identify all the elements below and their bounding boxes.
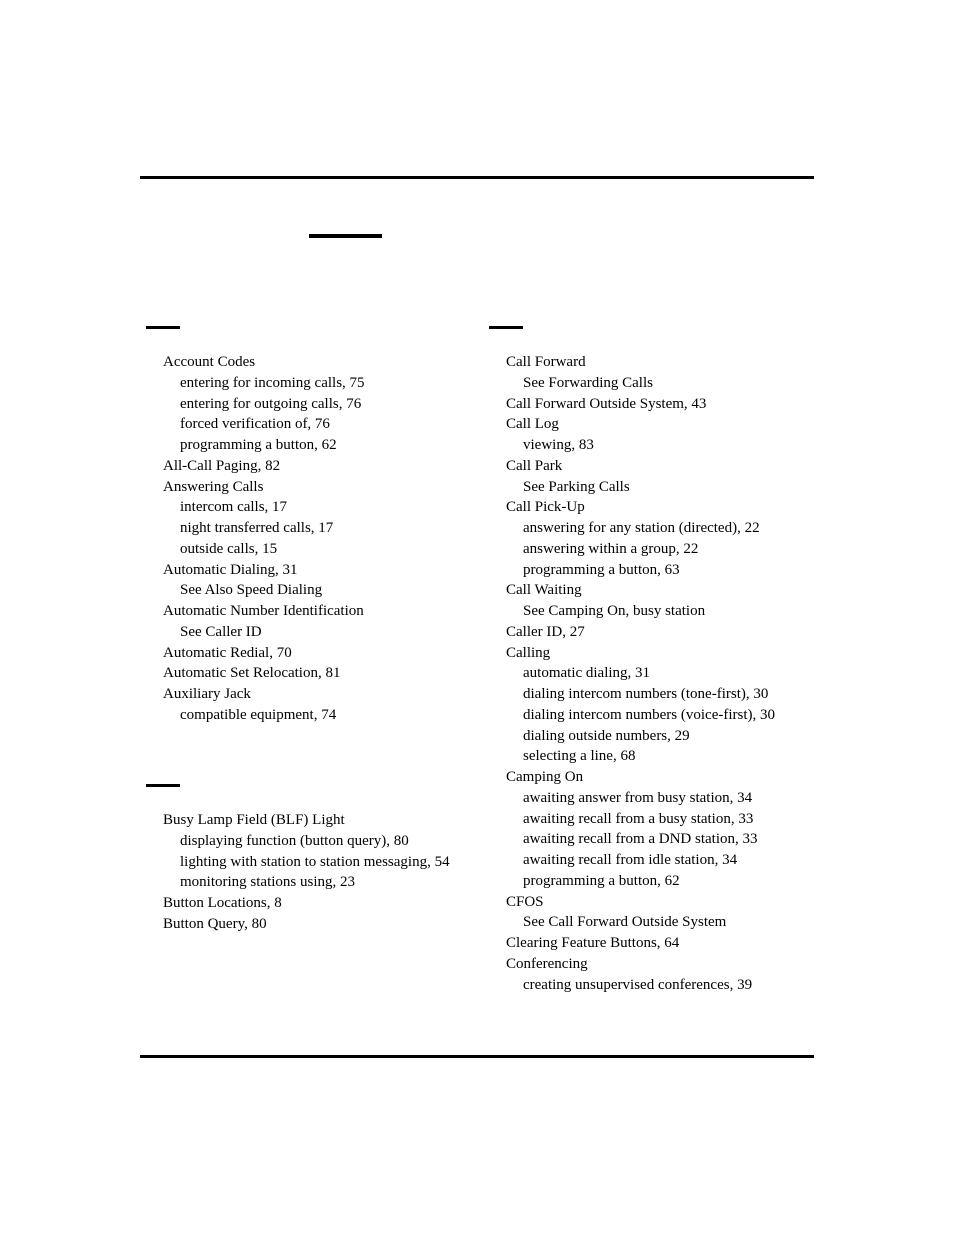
index-entry: Clearing Feature Buttons, 64 (506, 935, 680, 951)
index-entry: Automatic Redial, 70 (163, 644, 292, 661)
index-subentry: viewing, 83 (523, 437, 594, 453)
index-subentry: dialing intercom numbers (voice-first), 30 (523, 706, 776, 723)
index-subentry: answering within a group, 22 (523, 540, 699, 557)
index-subentry: monitoring stations using, 23 (180, 874, 356, 891)
index-entry: Automatic Number Identification (163, 603, 364, 619)
index-section-b (163, 810, 493, 935)
index-subentry: programming a button, 62 (180, 437, 337, 453)
index-section-c (506, 352, 836, 995)
index-subentry: entering for outgoing calls, 76 (180, 395, 362, 412)
index-subentry: awaiting recall from a busy station, 33 (523, 810, 754, 827)
index-entry: Call Waiting (506, 582, 582, 599)
index-subentry: selecting a line, 68 (523, 748, 636, 765)
index-subentry: outside calls, 15 (180, 540, 278, 557)
index-entry: Call Park (506, 457, 563, 474)
index-entry: Call Pick-Up (506, 499, 585, 516)
index-subentry: awaiting recall from idle station, 34 (523, 852, 738, 868)
index-subentry: dialing outside numbers, 29 (523, 727, 690, 744)
index-subentry: automatic dialing, 31 (523, 665, 651, 682)
index-subentry: programming a button, 63 (523, 561, 680, 578)
index-subentry: See Parking Calls (523, 478, 630, 495)
index-entry: Call Log (506, 416, 559, 433)
entry-list (506, 352, 836, 995)
index-entry: Call Forward Outside System, 43 (506, 395, 707, 412)
index-entry: Answering Calls (163, 478, 264, 495)
index-subentry: intercom calls, 17 (180, 499, 288, 516)
index-subentry: creating unsupervised conferences, 39 (523, 976, 753, 993)
index-entry: Account Codes (163, 354, 256, 370)
index-entry: All-Call Paging, 82 (163, 457, 281, 474)
index-subentry: displaying function (button query), 80 (180, 832, 409, 849)
index-subentry: See Camping On, busy station (523, 603, 706, 619)
index-subentry: entering for incoming calls, 75 (180, 374, 365, 391)
index-entry: Conferencing (506, 955, 588, 972)
index-subentry: compatible equipment, 74 (180, 706, 337, 723)
index-subentry: awaiting answer from busy station, 34 (523, 789, 753, 806)
index-subentry: programming a button, 62 (523, 872, 680, 889)
index-subentry: awaiting recall from a DND station, 33 (523, 831, 758, 848)
entry-list (163, 810, 493, 935)
index-entry: Call Forward (506, 354, 586, 370)
index-subentry: See Call Forward Outside System (523, 914, 727, 931)
index-entry: Button Locations, 8 (163, 895, 282, 911)
index-entry: Auxiliary Jack (163, 686, 251, 702)
index-subentry: dialing intercom numbers (tone-first), 30 (523, 686, 769, 702)
index-subentry: See Caller ID (180, 623, 262, 640)
index-subentry: lighting with station to station messaging, 54 (180, 853, 450, 870)
index-entry: Caller ID, 27 (506, 623, 585, 640)
index-subentry: See Forwarding Calls (523, 374, 653, 391)
section-bar-a (146, 326, 180, 329)
section-bar-c (489, 326, 523, 329)
index-entry: Automatic Dialing, 31 (163, 561, 298, 578)
index-subentry: See Also Speed Dialing (180, 582, 323, 599)
bottom-rule (140, 1055, 814, 1058)
index-entry: Automatic Set Relocation, 81 (163, 665, 341, 682)
index-entry: Camping On (506, 769, 584, 785)
index-section-a (163, 352, 493, 726)
entry-list (163, 352, 493, 726)
index-entry: Calling (506, 644, 551, 661)
index-subentry: forced verification of, 76 (180, 416, 330, 433)
index-subentry: answering for any station (directed), 22 (523, 520, 760, 536)
section-bar-b (146, 784, 180, 787)
index-entry: Busy Lamp Field (BLF) Light (163, 812, 345, 828)
index-subentry: night transferred calls, 17 (180, 520, 334, 536)
index-entry: Button Query, 80 (163, 915, 267, 932)
title-bar (309, 234, 382, 238)
top-rule (140, 176, 814, 179)
index-entry: CFOS (506, 893, 544, 910)
